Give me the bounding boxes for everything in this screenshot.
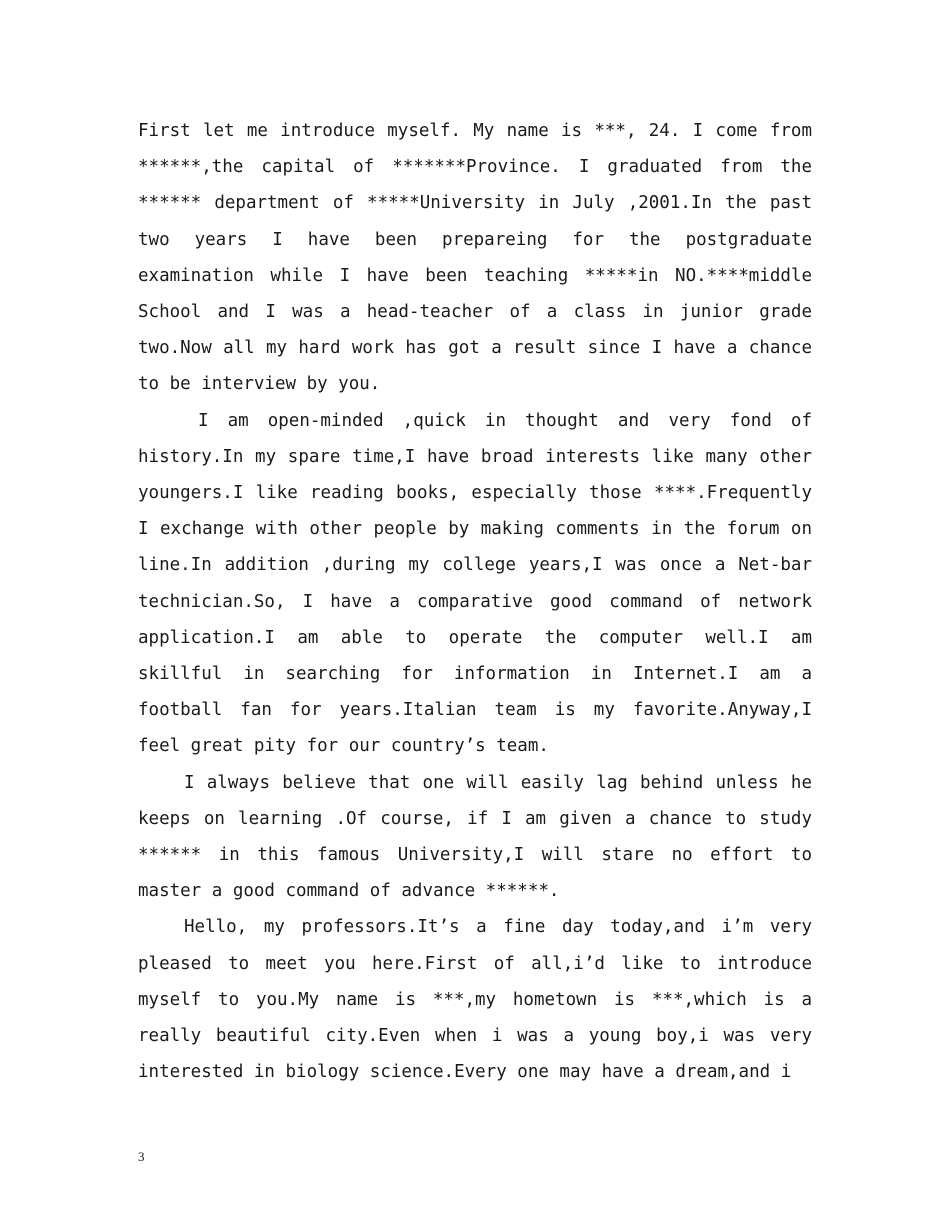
document-body xyxy=(138,113,812,1090)
page-number: 3 xyxy=(138,1149,145,1164)
paragraph-learning: I always believe that one will easily lag behind unless he keeps on learning .Of course, if I am given a chance to study ****** in this famous University,I will stare no effort to master a good command of advance ******. xyxy=(138,772,812,902)
paragraph-introduction: First let me introduce myself. My name is ***, 24. I come from ******,the capital of *******Province. I graduated from the ****** department of *****University in July ,2001.In the past two years I have been prepareing for the postgraduate examination while I have been teaching *****in NO.****middle School and I was a head-teacher of a class in junior grade two.Now all my hard work has got a result since I have a chance to be interview by you. xyxy=(138,121,812,395)
paragraph-greeting: Hello, my professors.It’s a fine day today,and i’m very pleased to meet you here.First of all,i’d like to introduce myself to you.My name is ***,my hometown is ***,which is a really beautiful city.Even when i was a young boy,i was very interested in biology science.Every one may have a dream,and i xyxy=(138,917,812,1083)
paragraph-personality: I am open-minded ,quick in thought and very fond of history.In my spare time,I have broad interests like many other youngers.I like reading books, especially those ****.Frequently I exchange with other people by making comments in the forum on line.In addition ,during my college years,I was once a Net-bar technician.So, I have a comparative good command of network application.I am able to operate the computer well.I am skillful in searching for information in Internet.I am a football fan for years.Italian team is my favorite.Anyway,I feel great pity for our country’s team. xyxy=(138,410,812,757)
